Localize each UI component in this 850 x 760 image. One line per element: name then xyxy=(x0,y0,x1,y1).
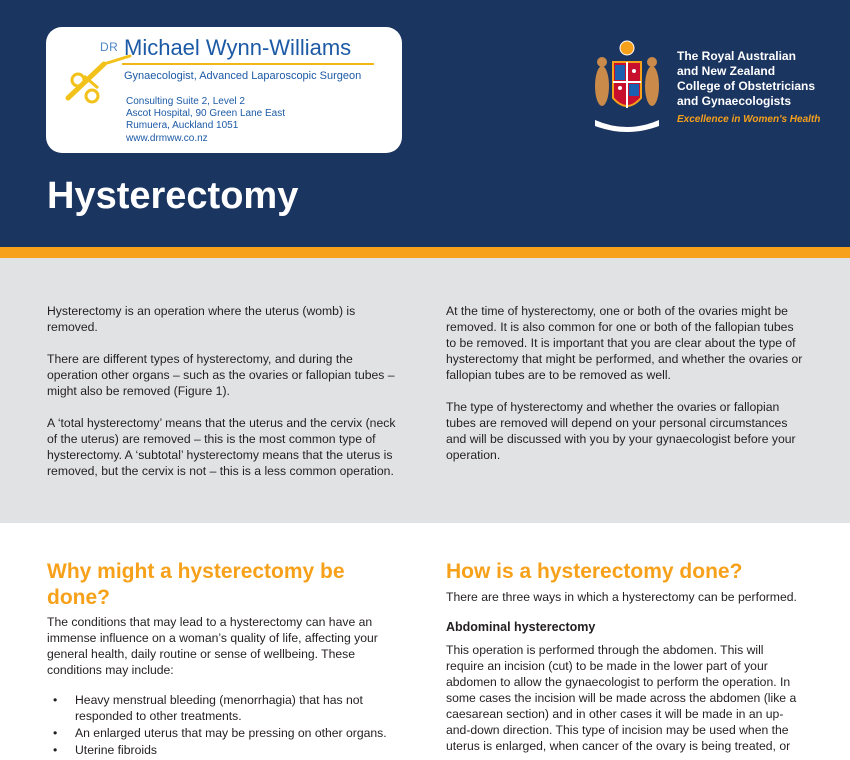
address-line-3: Rumuera, Auckland 1051 xyxy=(126,120,239,131)
why-heading: Why might a hysterectomy be done? xyxy=(47,560,345,609)
intro-paragraph: There are different types of hysterectomy, and during the operation other organs – such as the ovaries or fallopian tubes – might also be removed (Figure 1). xyxy=(47,352,395,398)
abdominal-subheading: Abdominal hysterectomy xyxy=(446,620,596,634)
orange-divider xyxy=(0,247,850,258)
website-link[interactable]: www.drmww.co.nz xyxy=(126,133,208,144)
intro-band xyxy=(0,258,850,523)
address-line-1: Consulting Suite 2, Level 2 xyxy=(126,96,245,107)
intro-paragraph: At the time of hysterectomy, one or both of the ovaries might be removed. It is also common for one or both of the fallopian tubes to be removed. It is important that you are clear about the type of hysterectomy that might be performed, and whether the ovaries or fallopian tubes are to be removed as well. xyxy=(446,304,803,382)
college-name-line-1: The Royal Australian xyxy=(677,49,796,63)
how-heading: How is a hysterectomy done? xyxy=(446,560,743,583)
conditions-list xyxy=(47,692,397,758)
college-tagline: Excellence in Women's Health xyxy=(677,114,821,125)
college-name-line-3: College of Obstetricians xyxy=(677,79,816,93)
college-name xyxy=(677,49,849,109)
college-name-line-2: and New Zealand xyxy=(677,64,776,78)
header-band xyxy=(0,0,850,247)
address-line-2: Ascot Hospital, 90 Green Lane East xyxy=(126,108,285,119)
why-body: The conditions that may lead to a hysterectomy can have an immense influence on a woman’s quality of life, affecting your general health, daily routine or sense of wellbeing. These conditions may include: xyxy=(47,615,378,677)
why-column xyxy=(47,614,397,759)
doctor-title: Gynaecologist, Advanced Laparoscopic Surgeon xyxy=(124,70,362,82)
intro-paragraph: A ‘total hysterectomy’ means that the uterus and the cervix (neck of the uterus) are removed – this is the most common type of hysterectomy. A ‘subtotal’ hysterectomy means that the uterus is removed, but the cervix is not – this is a less common operation. xyxy=(47,416,396,478)
intro-right-column xyxy=(446,303,806,479)
intro-paragraph: The type of hysterectomy and whether the ovaries or fallopian tubes are removed will depend on your personal circumstances and will be discussed with you by your gynaecologist before your operation. xyxy=(446,400,796,462)
page-title: Hysterectomy xyxy=(47,175,299,217)
list-item: • Uterine fibroids xyxy=(47,742,397,758)
how-body: This operation is performed through the abdomen. This will require an incision (cut) to be made in the lower part of your abdomen to allow the gynaecologist to perform the operation. In some cases the incision will be made across the abdomen (like a caesarean section) and in other cases it will be made in an up-and-down direction. This type of incision may be used when the uterus is enlarged, when cancer of the ovary is being treated, or xyxy=(446,643,797,753)
doctor-name: Michael Wynn-Williams xyxy=(124,35,352,60)
how-intro: There are three ways in which a hysterectomy can be performed. xyxy=(446,590,797,604)
list-item: • An enlarged uterus that may be pressing on other organs. xyxy=(47,725,397,741)
list-item: • Heavy menstrual bleeding (menorrhagia) that has not responded to other treatments. xyxy=(47,692,397,724)
intro-paragraph: Hysterectomy is an operation where the uterus (womb) is removed. xyxy=(47,304,356,334)
doctor-prefix: DR xyxy=(100,40,119,54)
doctor-card xyxy=(46,27,402,153)
college-name-line-4: and Gynaecologists xyxy=(677,94,792,108)
college-crest-icon xyxy=(589,38,665,138)
doctor-name-underline xyxy=(122,63,374,65)
intro-left-column xyxy=(47,303,402,495)
